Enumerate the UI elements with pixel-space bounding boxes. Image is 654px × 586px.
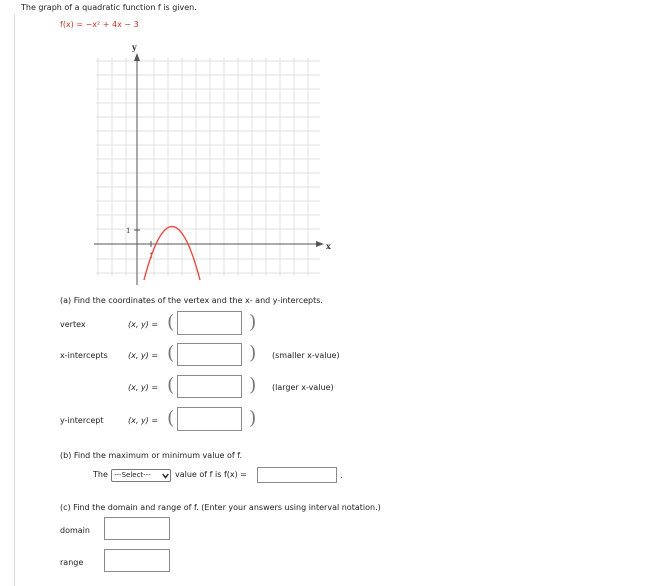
vertex-input[interactable]	[177, 311, 242, 335]
x-intercept-1-xy-label: (x, y) =	[128, 351, 159, 360]
x-intercepts-label: x-intercepts	[60, 351, 108, 360]
range-input[interactable]	[104, 549, 170, 572]
extreme-value-input[interactable]	[257, 467, 337, 483]
function-expression: f(x) = −x² + 4x − 3	[60, 20, 139, 29]
part-b-prompt: (b) Find the maximum or minimum value of f.	[60, 451, 242, 460]
quadratic-graph	[86, 40, 336, 285]
intro-text: The graph of a quadratic function f is given.	[21, 3, 197, 12]
x-intercept-2-xy-label: (x, y) =	[128, 383, 159, 392]
part-a-prompt: (a) Find the coordinates of the vertex and the x- and y-intercepts.	[60, 296, 323, 305]
y-axis-label: y	[132, 42, 137, 52]
x-axis-label: x	[326, 241, 331, 251]
x-intercept-2-close-paren: )	[249, 374, 257, 396]
part-b-value-text: value of f is f(x) =	[175, 470, 247, 479]
y-intercept-label: y-intercept	[60, 416, 104, 425]
x-intercept-1-open-paren: (	[167, 342, 175, 364]
y-tick-1-label: 1	[126, 227, 131, 235]
chevron-down-icon	[162, 472, 169, 479]
vertex-close-paren: )	[249, 311, 257, 333]
y-intercept-xy-label: (x, y) =	[128, 416, 159, 425]
domain-label: domain	[60, 526, 90, 535]
x-intercept-2-open-paren: (	[167, 374, 175, 396]
y-intercept-input[interactable]	[177, 407, 242, 431]
vertex-label: vertex	[60, 320, 86, 329]
vertex-xy-label: (x, y) =	[128, 320, 159, 329]
domain-input[interactable]	[104, 517, 170, 540]
x-intercept-1-close-paren: )	[249, 342, 257, 364]
vertex-open-paren: (	[167, 311, 175, 333]
larger-x-note: (larger x-value)	[272, 383, 334, 392]
max-min-select[interactable]	[111, 469, 171, 482]
x-tick-1-label: 1	[149, 252, 154, 260]
smaller-x-note: (smaller x-value)	[272, 351, 340, 360]
x-intercept-larger-input[interactable]	[177, 375, 242, 398]
y-intercept-close-paren: )	[249, 407, 257, 429]
x-intercept-smaller-input[interactable]	[177, 343, 242, 366]
parabola-curve	[144, 227, 200, 281]
max-min-select-value: ---Select---	[114, 471, 151, 479]
part-c-prompt: (c) Find the domain and range of f. (Enter your answers using interval notation.)	[60, 503, 381, 512]
range-label: range	[60, 558, 84, 567]
y-intercept-open-paren: (	[167, 407, 175, 429]
y-axis-arrow	[134, 53, 140, 61]
part-b-the-text: The	[93, 470, 108, 479]
part-b-period: .	[340, 471, 343, 480]
x-axis-arrow	[316, 241, 324, 247]
